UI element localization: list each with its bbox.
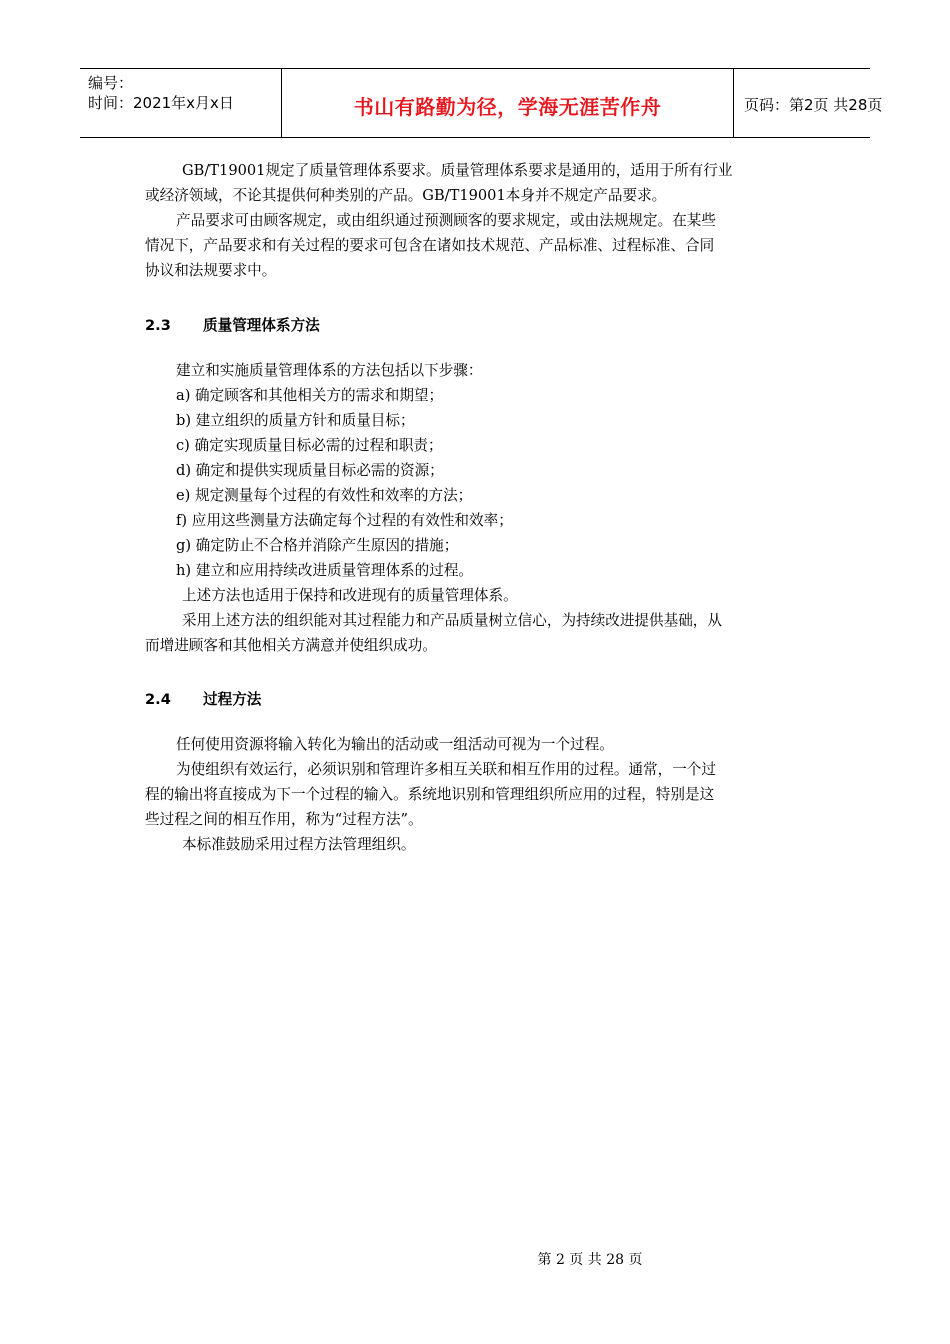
page-label: 页码：第2页 共28页 bbox=[744, 96, 883, 114]
section-title: 过程方法 bbox=[203, 691, 262, 708]
paragraph-line: 为使组织有效运行，必须识别和管理许多相互关联和相互作用的过程。通常，一个过 bbox=[176, 761, 716, 778]
list-item: d) 确定和提供实现质量目标必需的资源； bbox=[176, 462, 444, 479]
list-item: b) 建立组织的质量方针和质量目标； bbox=[176, 412, 415, 429]
intro-line: GB/T19001规定了质量管理体系要求。质量管理体系要求是通用的，适用于所有行业 bbox=[182, 162, 733, 179]
page-footer: 第 2 页 共 28 页 bbox=[537, 1252, 643, 1268]
paragraph-line: 采用上述方法的组织能对其过程能力和产品质量树立信心，为持续改进提供基础，从 bbox=[182, 612, 722, 629]
paragraph-line: 上述方法也适用于保持和改进现有的质量管理体系。 bbox=[182, 587, 518, 604]
paragraph-line: 本标准鼓励采用过程方法管理组织。 bbox=[182, 836, 416, 853]
motto: 书山有路勤为径，学海无涯苦作舟 bbox=[353, 95, 662, 119]
section-heading-2-3 bbox=[145, 314, 320, 335]
list-item: f) 应用这些测量方法确定每个过程的有效性和效率； bbox=[176, 512, 513, 529]
paragraph-line: 程的输出将直接成为下一个过程的输入。系统地识别和管理组织所应用的过程，特别是这 bbox=[145, 786, 715, 803]
header-motto-cell bbox=[282, 69, 734, 137]
time-label: 时间：2021年x月x日 bbox=[88, 94, 234, 112]
list-item: e) 规定测量每个过程的有效性和效率的方法； bbox=[176, 487, 473, 504]
section-number: 2.3 bbox=[145, 317, 171, 334]
intro-line: 或经济领域，不论其提供何种类别的产品。GB/T19001本身并不规定产品要求。 bbox=[145, 187, 667, 204]
header-info-cell bbox=[80, 69, 282, 137]
paragraph-line: 而增进顾客和其他相关方满意并使组织成功。 bbox=[145, 637, 437, 654]
list-item: c) 确定实现质量目标必需的过程和职责； bbox=[176, 437, 443, 454]
paragraph-line: 些过程之间的相互作用，称为“过程方法”。 bbox=[145, 811, 423, 828]
list-item: g) 确定防止不合格并消除产生原因的措施； bbox=[176, 537, 459, 554]
header-page-cell bbox=[734, 69, 883, 137]
section-number: 2.4 bbox=[145, 691, 171, 708]
number-label: 编号： bbox=[88, 74, 134, 92]
intro-line: 协议和法规要求中。 bbox=[145, 262, 277, 279]
intro-line: 产品要求可由顾客规定，或由组织通过预测顾客的要求规定，或由法规规定。在某些 bbox=[176, 212, 716, 229]
section-heading-2-4 bbox=[145, 688, 261, 709]
intro-line: 情况下，产品要求和有关过程的要求可包含在诸如技术规范、产品标准、过程标准、合同 bbox=[145, 237, 715, 254]
paragraph-line: 任何使用资源将输入转化为输出的活动或一组活动可视为一个过程。 bbox=[176, 736, 614, 753]
list-item: a) 确定顾客和其他相关方的需求和期望； bbox=[176, 387, 444, 404]
list-line: 建立和实施质量管理体系的方法包括以下步骤： bbox=[176, 362, 483, 379]
section-title: 质量管理体系方法 bbox=[203, 317, 320, 334]
list-item: h) 建立和应用持续改进质量管理体系的过程。 bbox=[176, 562, 474, 579]
page-header bbox=[80, 68, 883, 138]
